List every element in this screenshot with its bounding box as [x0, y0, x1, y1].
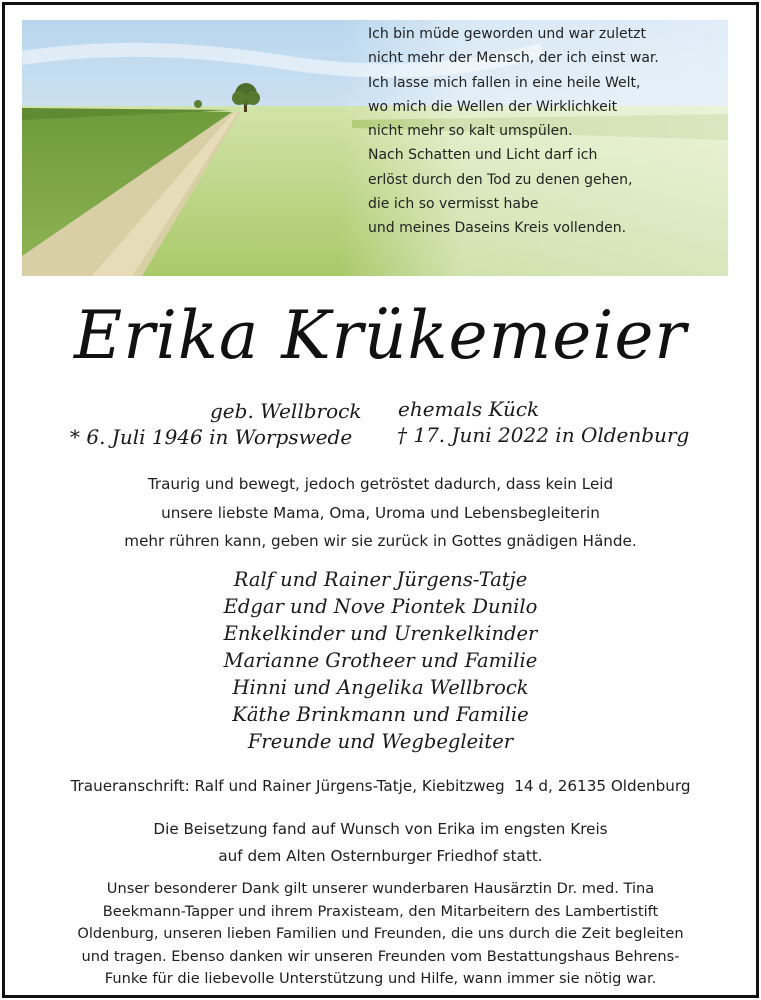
thanks-line: Oldenburg, unseren lieben Familien und Freunden, die uns durch die Zeit begleiten: [77, 925, 684, 943]
poem-line: nicht mehr so kalt umspülen.: [368, 123, 573, 140]
burial-note: [0, 816, 761, 870]
thanks-line: Beekmann-Tapper und ihrem Praxisteam, den Mitarbeitern des Lambertistift: [102, 902, 659, 920]
burial-line: Die Beisetzung fand auf Wunsch von Erika im engsten Kreis: [153, 820, 608, 838]
mourner: Freunde und Wegbegleiter: [247, 730, 514, 753]
deceased-name: Erika Krükemeier: [74, 297, 687, 374]
poem: [368, 22, 698, 241]
poem-line: Nach Schatten und Licht darf ich: [368, 147, 598, 164]
mourner: Hinni und Angelika Wellbrock: [232, 676, 529, 699]
mourner: Käthe Brinkmann und Familie: [232, 703, 529, 726]
mourner: Marianne Grotheer und Familie: [223, 649, 538, 672]
mourner: Ralf und Rainer Jürgens-Tatje: [233, 568, 528, 591]
poem-line: die ich so vermisst habe: [368, 196, 539, 213]
thanks-line: Funke für die liebevolle Unterstützung und Hilfe, wann immer sie nötig war.: [104, 970, 657, 988]
mourners-list: [0, 566, 761, 755]
intro-text: [0, 470, 761, 556]
poem-line: nicht mehr der Mensch, der ich einst war.: [368, 50, 659, 67]
mourner: Enkelkinder und Urenkelkinder: [223, 622, 538, 645]
thanks-line: und tragen. Ebenso danken wir unseren Freunden vom Bestattungshaus Behrens-: [81, 947, 680, 965]
thanks-line: Unser besonderer Dank gilt unserer wunderbaren Hausärztin Dr. med. Tina: [106, 880, 655, 897]
poem-line: Ich lasse mich fallen in eine heile Welt,: [368, 74, 641, 91]
poem-line: wo mich die Wellen der Wirklichkeit: [368, 98, 618, 115]
former-name: ehemals Kück: [398, 397, 540, 421]
intro-line: Traurig und bewegt, jedoch getröstet dadurch, dass kein Leid: [147, 475, 614, 493]
mourning-address: Traueranschrift: Ralf und Rainer Jürgens-Tatje, Kiebitzweg 14 d, 26135 Oldenburg: [70, 777, 691, 795]
death-date: † 17. Juni 2022 in Oldenburg: [397, 423, 690, 447]
mourner: Edgar und Nove Piontek Dunilo: [223, 595, 538, 618]
poem-line: erlöst durch den Tod zu denen gehen,: [368, 171, 633, 188]
intro-line: mehr rühren kann, geben wir sie zurück in Gottes gnädigen Hände.: [124, 532, 637, 551]
thanks-text: [0, 878, 761, 991]
burial-line: auf dem Alten Osternburger Friedhof statt.: [218, 847, 543, 865]
born-name: geb. Wellbrock: [210, 399, 362, 423]
poem-line: und meines Daseins Kreis vollenden.: [368, 220, 627, 237]
intro-line: unsere liebste Mama, Oma, Uroma und Lebensbegleiterin: [161, 503, 600, 522]
birth-date: * 6. Juli 1946 in Worpswede: [70, 425, 353, 449]
poem-line: Ich bin müde geworden und war zuletzt: [368, 26, 646, 42]
